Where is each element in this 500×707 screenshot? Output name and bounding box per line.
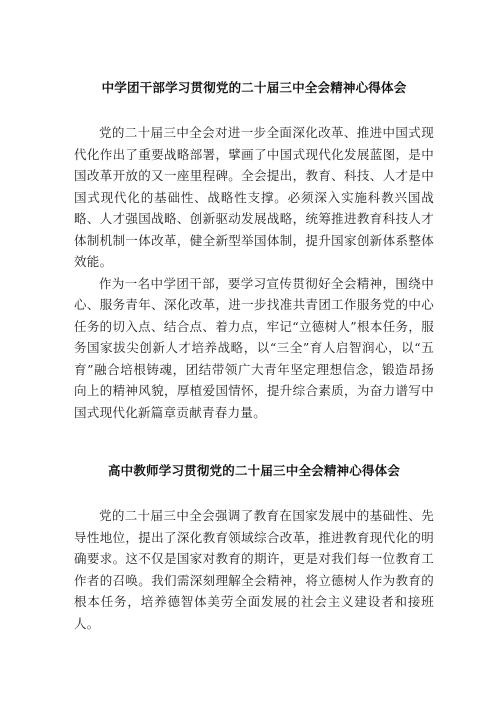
article-title: 高中教师学习贯彻党的二十届三中全会精神心得体会 bbox=[107, 463, 401, 478]
article-paragraph: 党的二十届三中全会对进一步全面深化改革、推进中国式现代化作出了重要战略部署，擘画了中国式现代化发展蓝图，是中国改革开放的又一座里程碑。全会提出，教育、科技、人才是中国式现代化的基础性、战略性支撑。必须深入实施科教兴国战略、人才强国战略、创新驱动发展战略，统筹推进教育科技人才体制机制一体改革，健全新型举国体制，提升国家创新体系整体效能。 bbox=[74, 125, 434, 269]
article-section-1 bbox=[74, 80, 434, 423]
article-title: 中学团干部学习贯彻党的二十届三中全会精神心得体会 bbox=[101, 80, 407, 95]
article-section-2 bbox=[74, 463, 434, 634]
article-paragraph: 党的二十届三中全会强调了教育在国家发展中的基础性、先导性地位，提出了深化教育领域综合改革，推进教育现代化的明确要求。这不仅是国家对教育的期许，更是对我们每一位教育工作者的召唤。我们需深刻理解全会精神，将立德树人作为教育的根本任务，培养德智体美劳全面发展的社会主义建设者和接班人。 bbox=[74, 508, 434, 631]
article-paragraph: 作为一名中学团干部，要学习宣传贯彻好全会精神，围绕中心、服务青年、深化改革，进一步找准共青团工作服务党的中心任务的切入点、结合点、着力点，牢记“立德树人”根本任务，服务国家拔尖创新人才培养战略，以“三全”育人启智润心，以“五育”融合培根铸魂，团结带领广大青年坚定理想信念，锻造昂扬向上的精神风貌，厚植爱国情怀，提升综合素质，为奋力谱写中国式现代化新篇章贡献青春力量。 bbox=[74, 275, 434, 420]
